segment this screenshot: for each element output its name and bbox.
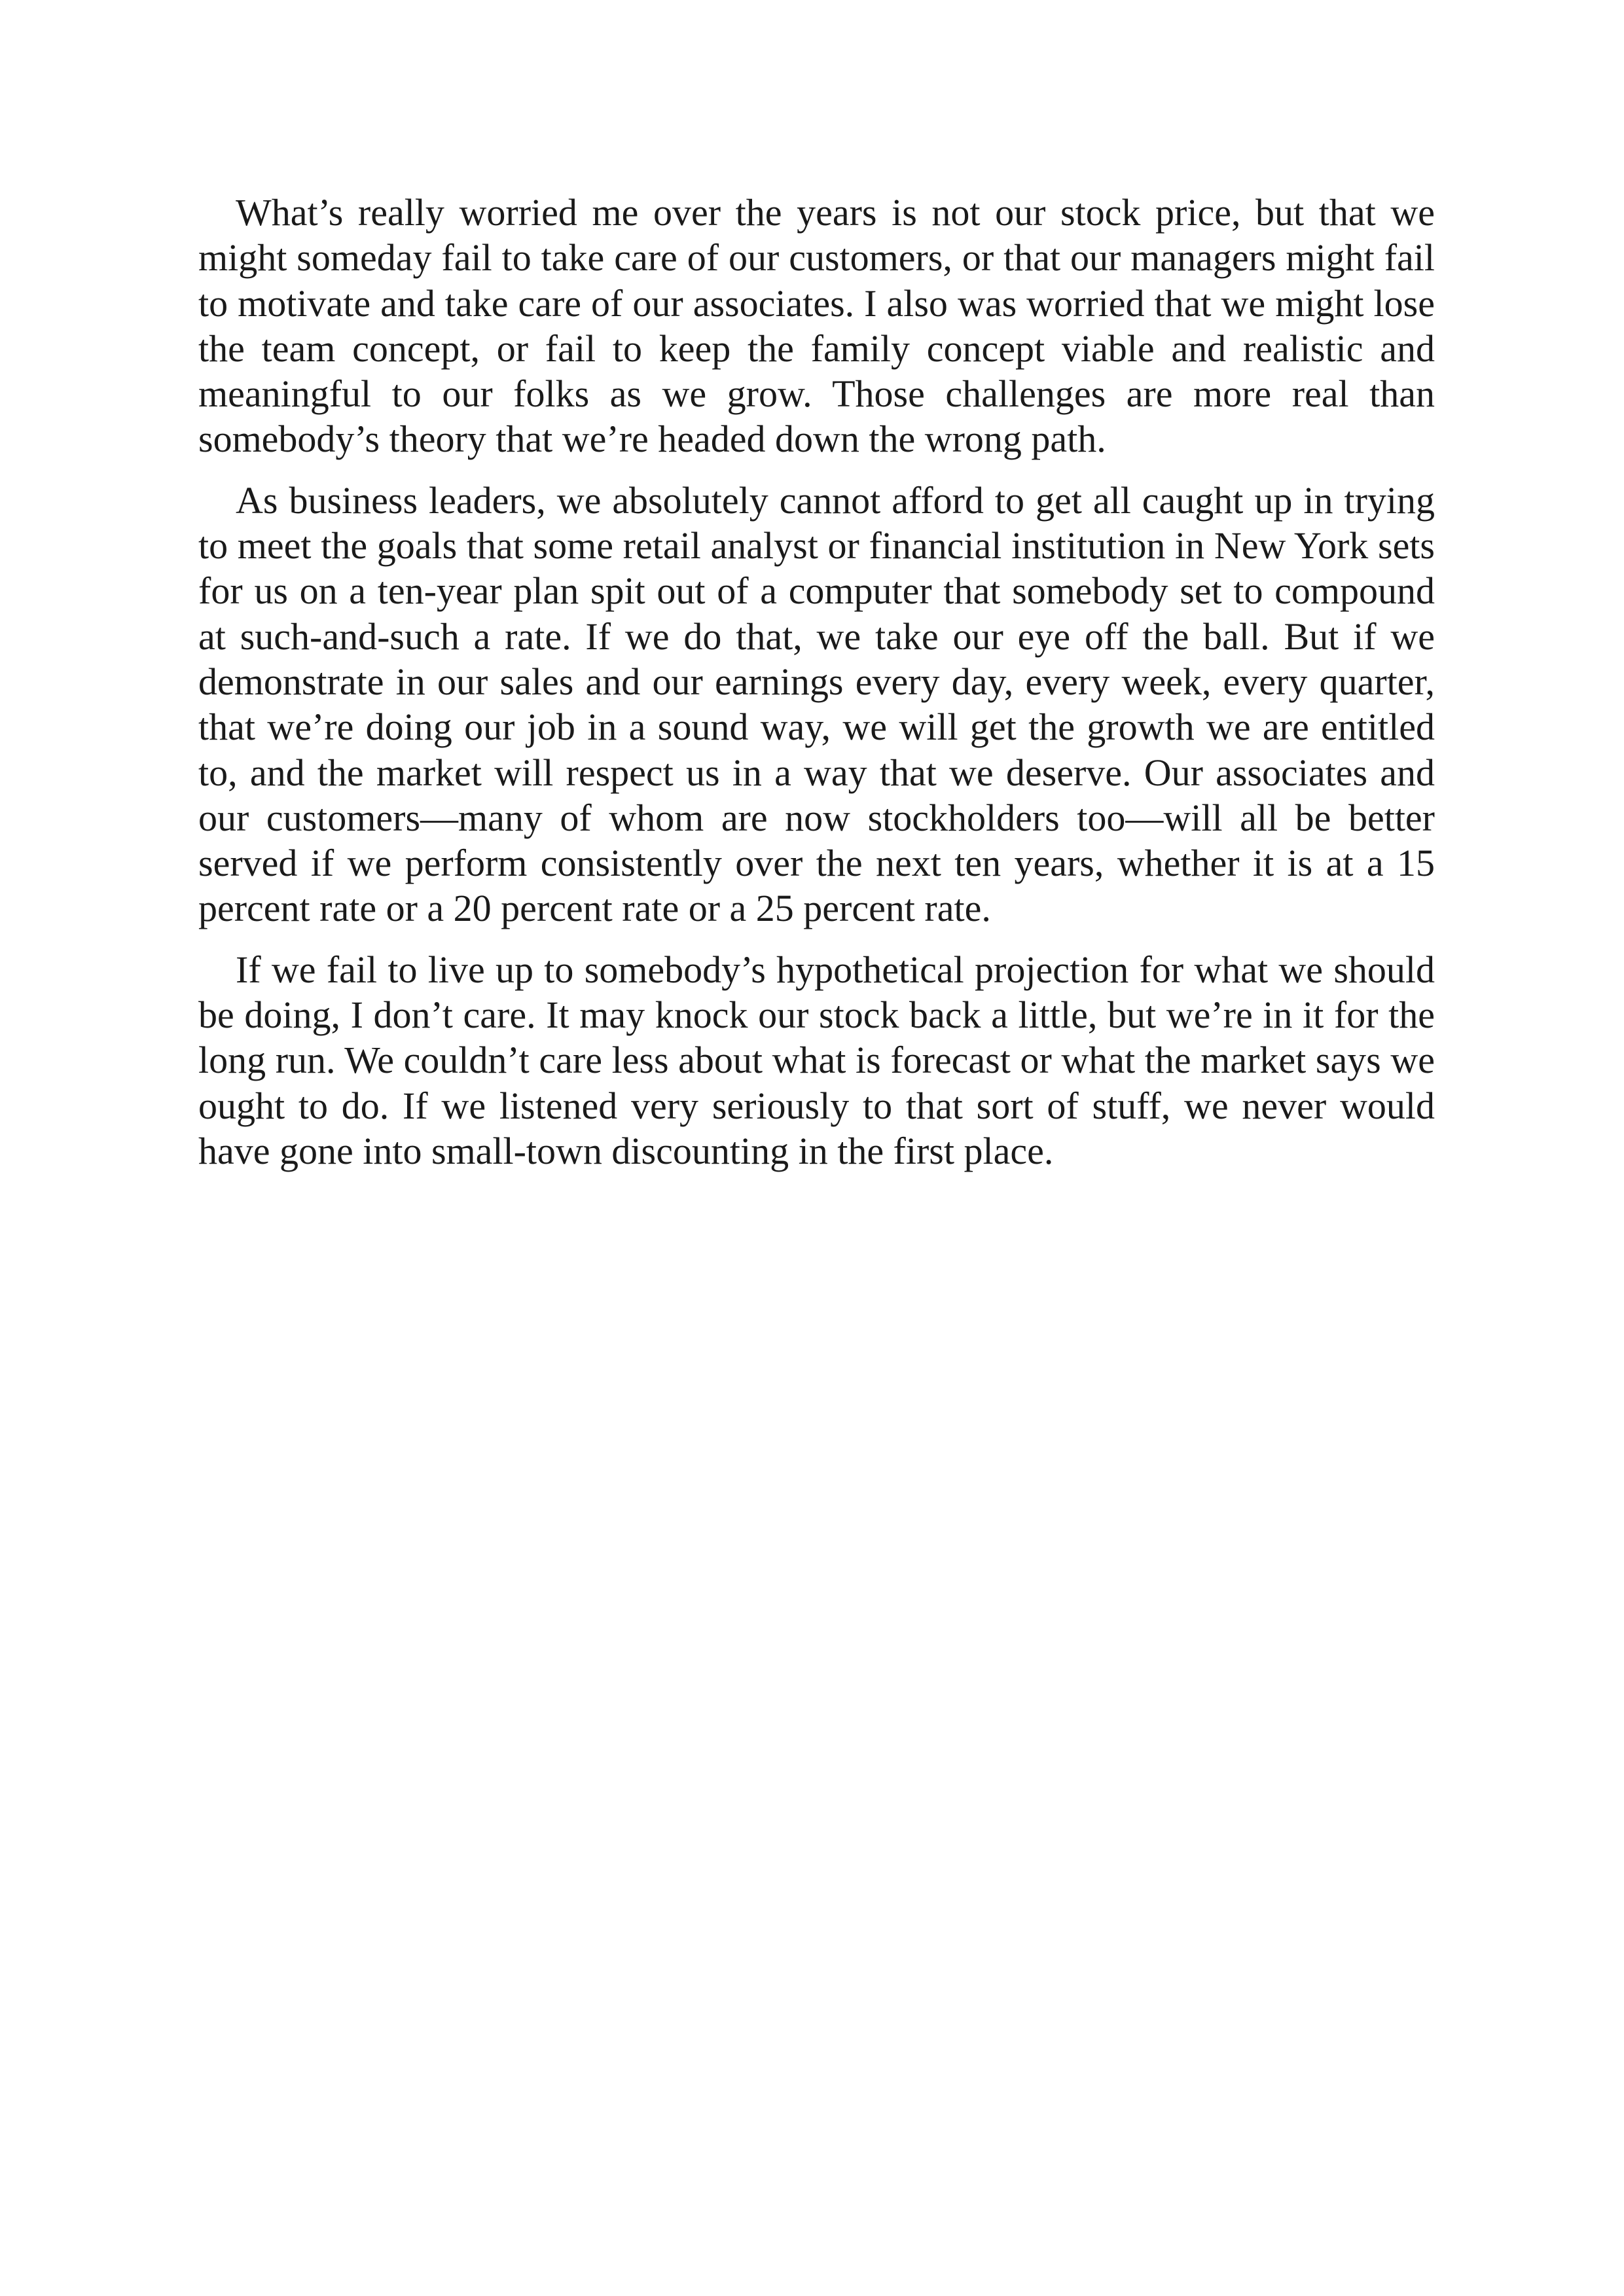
body-text xyxy=(198,190,1435,1189)
paragraph-3: If we fail to live up to somebody’s hypothetical projection for what we should be doing, I don’t care. It may knock our stock back a little, but we’re in it for the long run. We couldn’t care less about what is forecast or what the market says we ought to do. If we listened very seriously to that sort of stuff, we never would have gone into small-town discounting in the first place. xyxy=(198,948,1435,1172)
paragraph-2: As business leaders, we absolutely cannot afford to get all caught up in trying to meet the goals that some retail analyst or financial institution in New York sets for us on a ten-year plan spit out of a computer that somebody set to compound at such-and-such a rate. If we do that, we take our eye off the ball. But if we demonstrate in our sales and our earnings every day, every week, every quarter, that we’re doing our job in a sound way, we will get the growth we are entitled to, and the market will respect us in a way that we deserve. Our associates and our customers—many of whom are now stockholders too—will all be better served if we perform consistently over the next ten years, whether it is at a 15 percent rate or a 20 percent rate or a 25 percent rate. xyxy=(198,478,1435,930)
paragraph-1: What’s really worried me over the years is not our stock price, but that we might someday fail to take care of our customers, or that our managers might fail to motivate and take care of our associates. I also was worried that we might lose the team concept, or fail to keep the family concept viable and realistic and meaningful to our folks as we grow. Those challenges are more real than somebody’s theory that we’re headed down the wrong path. xyxy=(198,191,1435,461)
